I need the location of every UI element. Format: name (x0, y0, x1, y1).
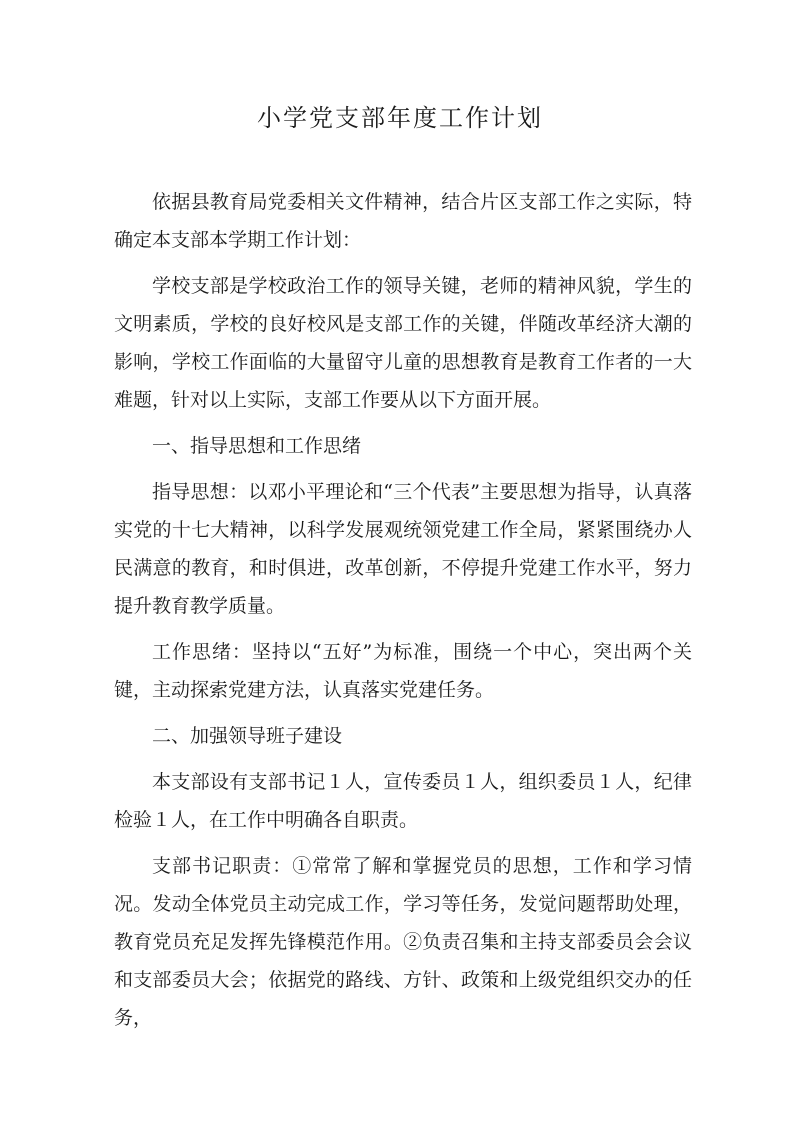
guiding-thought-paragraph: 指导思想：以邓小平理论和“三个代表”主要思想为指导，认真落实党的十七大精神，以科学发展观统领党建工作全局，紧紧围绕办人民满意的教育，和时俱进，改革创新，不停提升党建工作水平，努力提升教育教学质量。 (114, 481, 692, 617)
document-title: 小学党支部年度工作计划 (257, 104, 543, 132)
background-paragraph: 学校支部是学校政治工作的领导关键，老师的精神风貌，学生的文明素质，学校的良好校风是支部工作的关键，伴随改革经济大潮的影响，学校工作面临的大量留守儿童的思想教育是教育工作者的一大难题，针对以上实际，支部工作要从以下方面开展。 (114, 275, 692, 411)
section-heading-guiding-ideas: 一、指导思想和工作思绪 (152, 435, 362, 457)
secretary-duties-paragraph: 支部书记职责：①常常了解和掌握党员的思想，工作和学习情况。发动全体党员主动完成工作，学习等任务，发觉问题帮助处理，教育党员充足发挥先锋模范作用。②负责召集和主持支部委员会会议和支部委员大会；依据党的路线、方针、政策和上级党组织交办的任务， (114, 855, 692, 1029)
work-approach-paragraph: 工作思绪：坚持以“五好”为标准，围绕一个中心，突出两个关键，主动探索党建方法，认真落实党建任务。 (114, 641, 692, 701)
branch-structure-paragraph: 本支部设有支部书记１人，宣传委员１人，组织委员１人，纪律检验１人，在工作中明确各自职责。 (114, 771, 692, 831)
intro-paragraph: 依据县教育局党委相关文件精神，结合片区支部工作之实际，特确定本支部本学期工作计划： (114, 191, 692, 251)
section-heading-leadership: 二、加强领导班子建设 (152, 725, 343, 747)
document-body (114, 183, 692, 1037)
